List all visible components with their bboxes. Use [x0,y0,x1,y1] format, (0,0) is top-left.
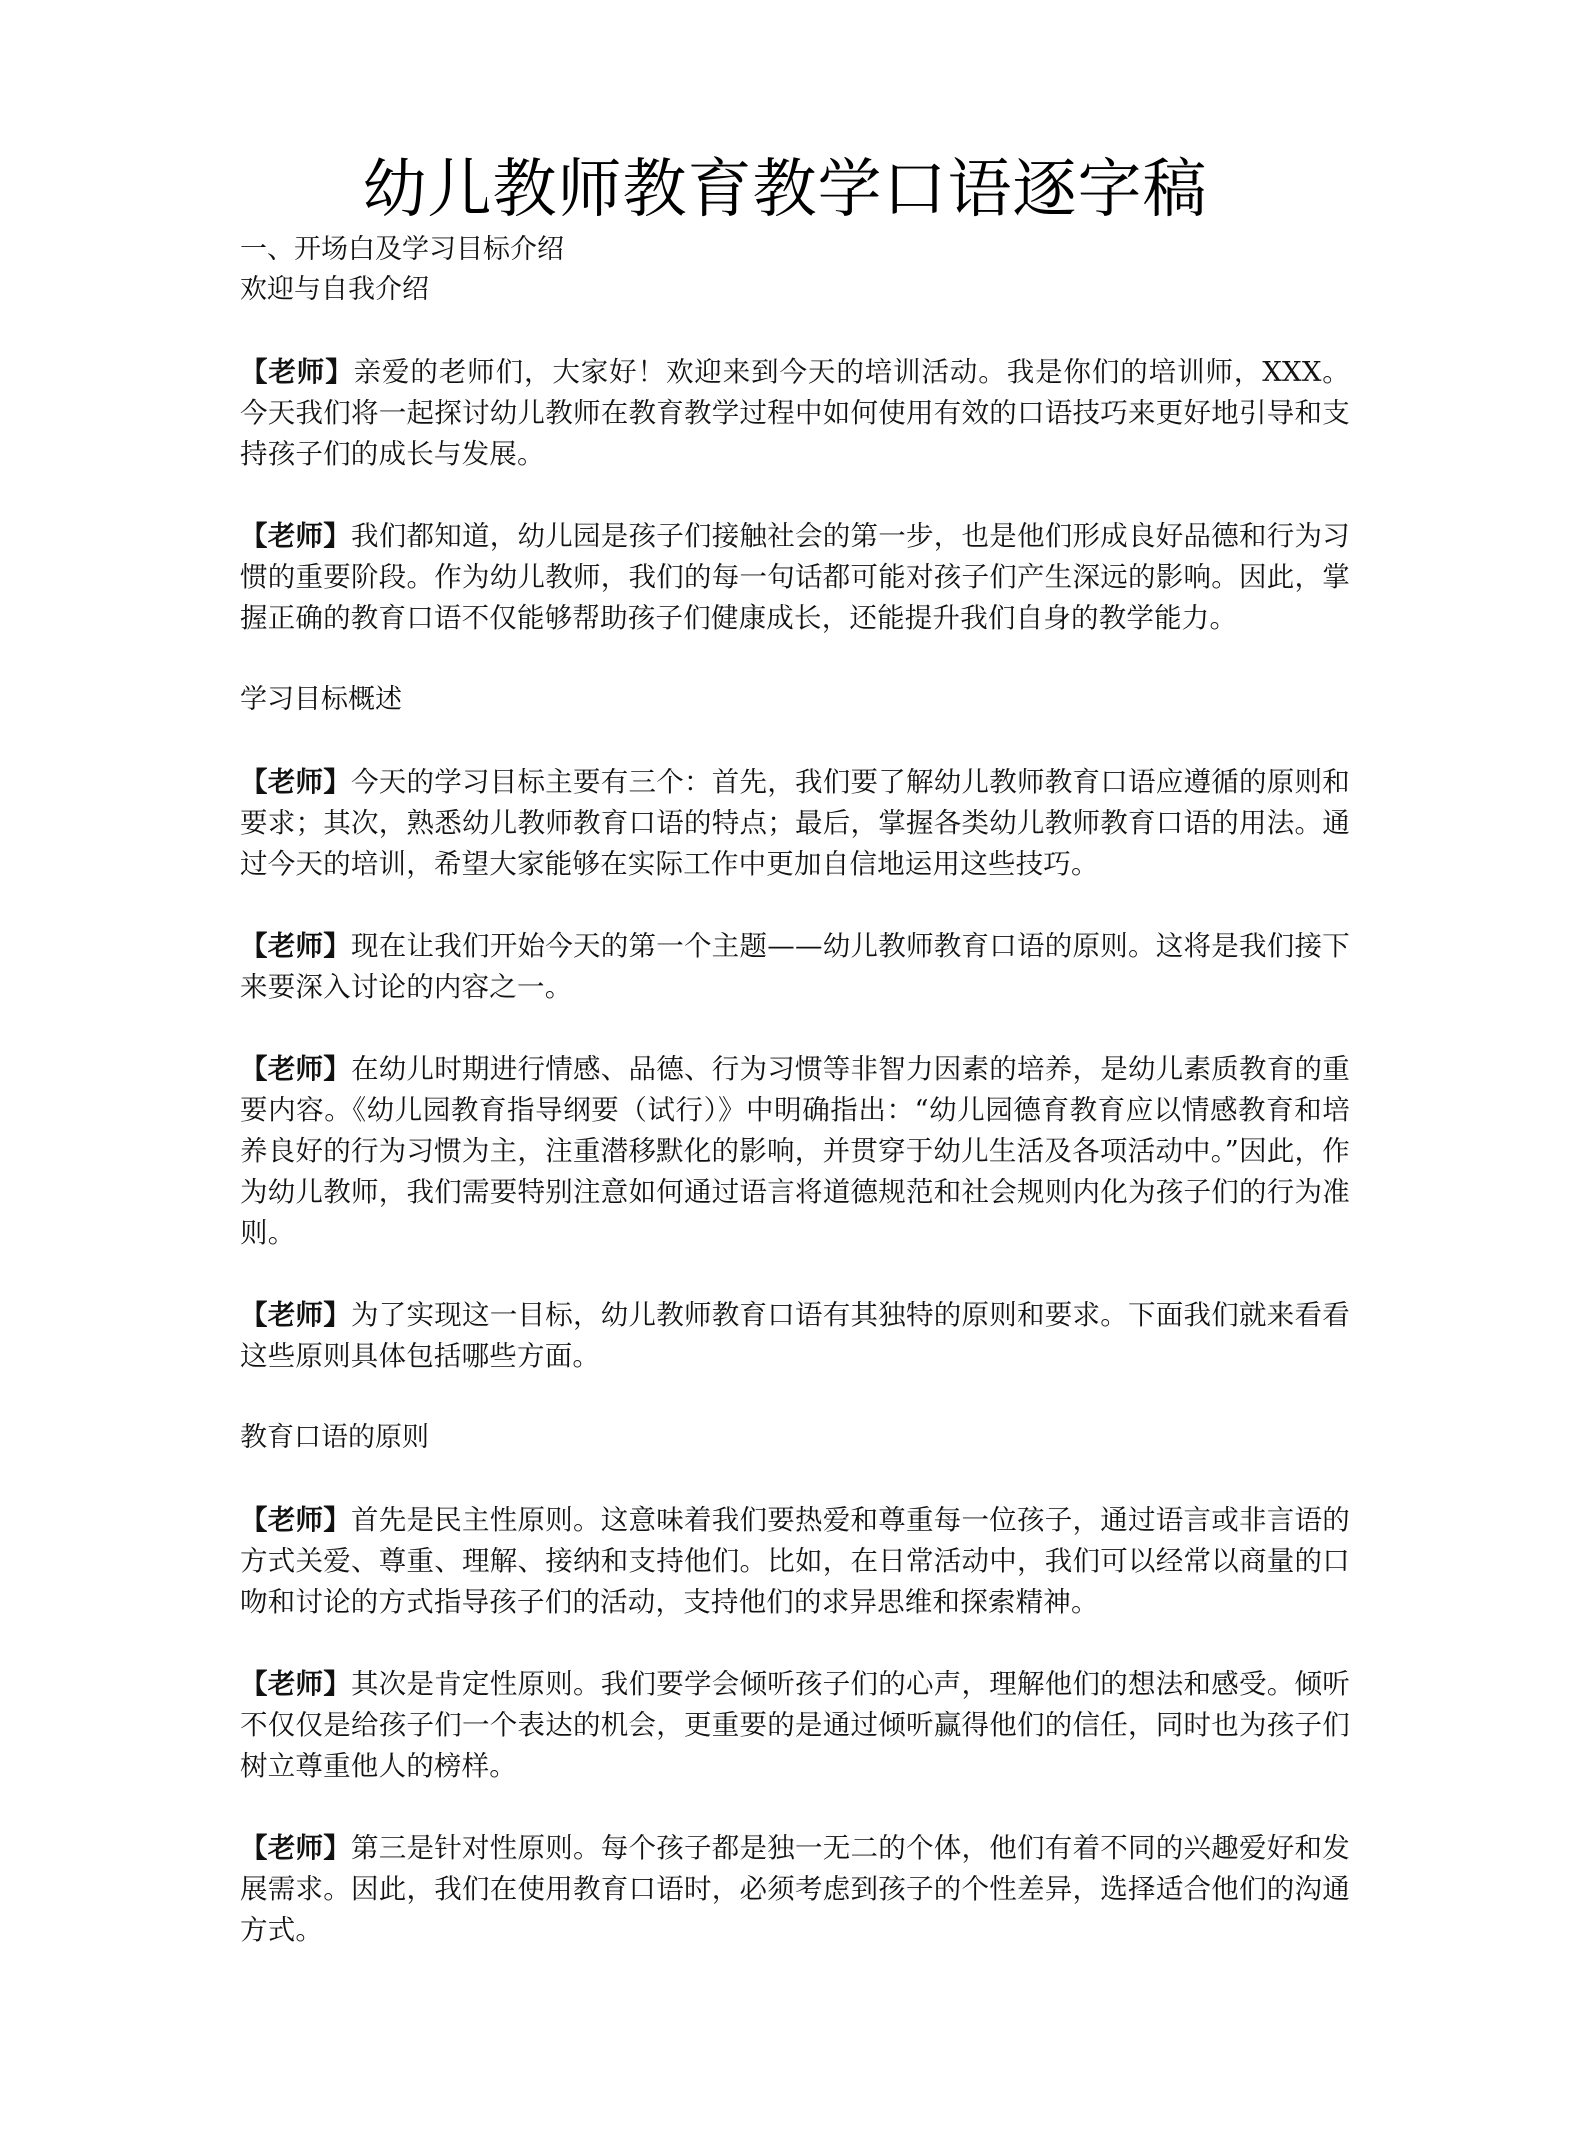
spacer [240,1623,1350,1664]
spacer [240,475,1350,516]
speaker-label: 【老师】 [240,1299,352,1331]
speaker-label: 【老师】 [240,1668,352,1700]
speaker-label: 【老师】 [240,520,352,552]
paragraph-text: 今天的学习目标主要有三个：首先，我们要了解幼儿教师教育口语应遵循的原则和要求；其次，熟悉幼儿教师教育口语的特点；最后，掌握各类幼儿教师教育口语的用法。通过今天的培训，希望大家能够在实际工作中更加自信地运用这些技巧。 [240,766,1350,880]
paragraph-text: 我们都知道，幼儿园是孩子们接触社会的第一步，也是他们形成良好品德和行为习惯的重要阶段。作为幼儿教师，我们的每一句话都可能对孩子们产生深远的影响。因此，掌握正确的教育口语不仅能够帮助孩子们健康成长，还能提升我们自身的教学能力。 [240,520,1350,634]
paragraph-text: 现在让我们开始今天的第一个主题——幼儿教师教育口语的原则。这将是我们接下来要深入讨论的内容之一。 [240,930,1350,1003]
spacer [240,1787,1350,1828]
paragraph [240,1664,1350,1787]
paragraph [240,352,1350,475]
spacer [240,1377,1350,1418]
paragraph [240,516,1350,639]
section-heading: 一、开场白及学习目标介绍 [240,234,564,265]
spacer [240,310,1350,352]
document-title: 幼儿教师教育教学口语逐字稿 [362,153,1208,227]
spacer [240,720,1350,762]
spacer [240,639,1350,680]
paragraph [240,1828,1350,1951]
paragraph-text: 其次是肯定性原则。我们要学会倾听孩子们的心声，理解他们的想法和感受。倾听不仅仅是给孩子们一个表达的机会，更重要的是通过倾听赢得他们的信任，同时也为孩子们树立尊重他人的榜样。 [240,1668,1350,1782]
speaker-label: 【老师】 [240,1504,352,1536]
spacer [240,1458,1350,1500]
paragraph [240,1049,1350,1254]
paragraph-text: 首先是民主性原则。这意味着我们要热爱和尊重每一位孩子，通过语言或非言语的方式关爱、尊重、理解、接纳和支持他们。比如，在日常活动中，我们可以经常以商量的口吻和讨论的方式指导孩子们的活动，支持他们的求异思维和探索精神。 [240,1504,1350,1618]
paragraph [240,762,1350,885]
paragraph-text: 在幼儿时期进行情感、品德、行为习惯等非智力因素的培养，是幼儿素质教育的重要内容。《幼儿园教育指导纲要（试行）》中明确指出：“幼儿园德育教育应以情感教育和培养良好的行为习惯为主，注重潜移默化的影响，并贯穿于幼儿生活及各项活动中。”因此，作为幼儿教师，我们需要特别注意如何通过语言将道德规范和社会规则内化为孩子们的行为准则。 [240,1053,1350,1249]
speaker-label: 【老师】 [240,930,352,962]
speaker-label: 【老师】 [240,1053,352,1085]
paragraph [240,926,1350,1008]
paragraph [240,1500,1350,1623]
subheading-welcome: 欢迎与自我介绍 [240,274,429,305]
subheading-learning-goals: 学习目标概述 [240,684,402,715]
speaker-label: 【老师】 [240,766,352,798]
speaker-label: 【老师】 [240,356,354,388]
spacer [240,885,1350,926]
paragraph-text: 为了实现这一目标，幼儿教师教育口语有其独特的原则和要求。下面我们就来看看这些原则具体包括哪些方面。 [240,1299,1350,1372]
speaker-label: 【老师】 [240,1832,352,1864]
paragraph-text: 亲爱的老师们，大家好！欢迎来到今天的培训活动。我是你们的培训师，XXX。今天我们将一起探讨幼儿教师在教育教学过程中如何使用有效的口语技巧来更好地引导和支持孩子们的成长与发展。 [240,356,1350,470]
subheading-principles: 教育口语的原则 [240,1422,429,1453]
spacer [240,1254,1350,1295]
paragraph [240,1295,1350,1377]
document-page [240,150,1350,1951]
spacer [240,1008,1350,1049]
paragraph-text: 第三是针对性原则。每个孩子都是独一无二的个体，他们有着不同的兴趣爱好和发展需求。因此，我们在使用教育口语时，必须考虑到孩子的个性差异，选择适合他们的沟通方式。 [240,1832,1350,1946]
